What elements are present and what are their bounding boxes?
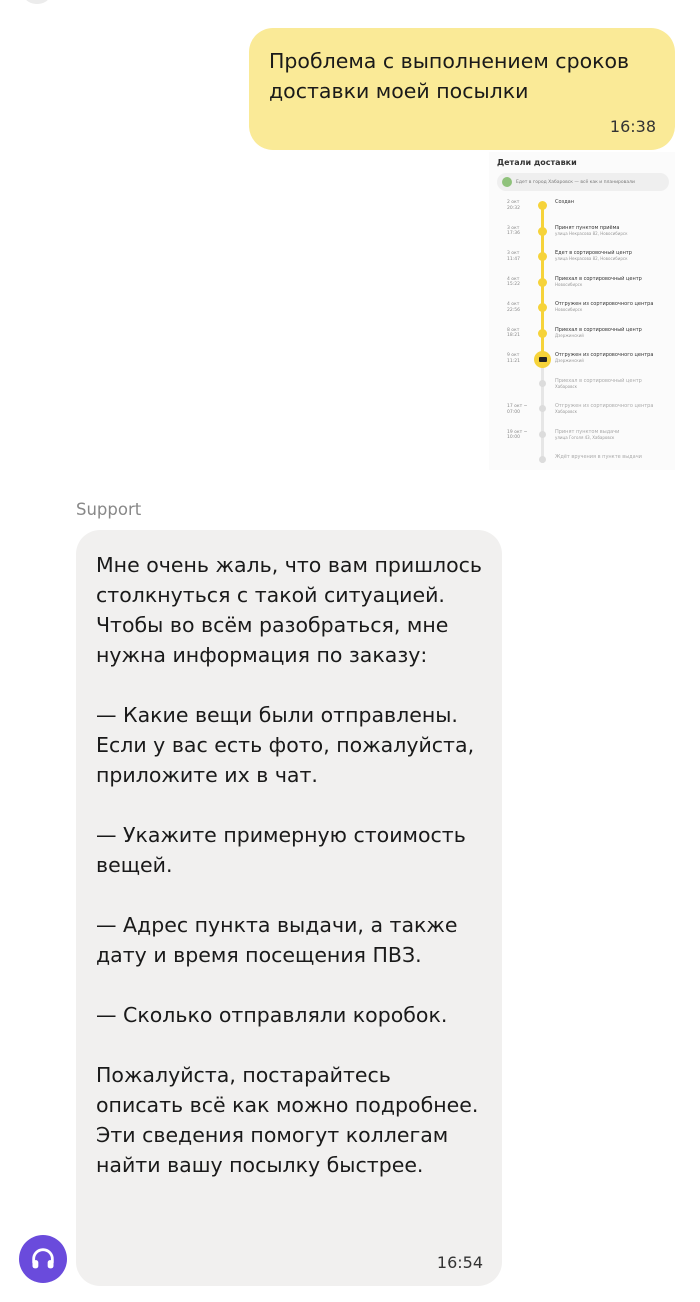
timeline-event-label (555, 327, 673, 338)
timeline-event-title: Приехал в сортировочный центр (555, 377, 642, 384)
timeline-event (497, 248, 669, 274)
timeline-event-label (555, 225, 673, 236)
timeline-event (497, 325, 669, 351)
timeline-event-label (555, 250, 673, 261)
timeline-event (497, 274, 669, 300)
timeline-event-date: 4 окт 22:56 (507, 302, 520, 313)
timeline-event-location: Новосибирск (555, 307, 583, 312)
timeline-event (497, 427, 669, 453)
timeline-event-title: Отгружен из сортировочного центра (555, 403, 654, 409)
timeline-event-date: 9 окт 11:21 (507, 353, 520, 364)
timeline-event (497, 401, 669, 427)
attachment-title: Детали доставки (497, 158, 577, 167)
timeline-event-date: 4 окт 15:22 (507, 276, 520, 287)
timeline-event-label (555, 378, 673, 389)
attachment-banner-text: Едет в город Хабаровск — всё как и планировали (516, 179, 635, 185)
timeline-event-label (555, 352, 673, 363)
message-paragraph: — Адрес пункта выдачи, а также дату и время посещения ПВЗ. (96, 913, 458, 967)
timeline-event (497, 376, 669, 402)
timeline-event-title: Отгружен из сортировочного центра (555, 301, 654, 307)
timeline-event-location: улица Некрасова 82, Новосибирск (555, 230, 628, 236)
timeline-dot (539, 380, 546, 387)
timeline-event-date: 3 окт 11:47 (507, 251, 520, 262)
timeline-event-date: 17 окт ~ 07:00 (507, 404, 528, 415)
timeline-event (497, 299, 669, 325)
timeline-event-label (555, 276, 673, 287)
timeline-event-title: Приехал в сортировочный центр (555, 275, 642, 282)
outgoing-message-time: 16:38 (609, 117, 656, 136)
timeline-event (497, 197, 669, 223)
timeline-event-date: 2 окт 20:32 (507, 200, 520, 211)
timeline-event-location: улица Гоголя 43, Хабаровск (555, 434, 615, 440)
delivery-details-screenshot-attachment[interactable] (489, 152, 675, 470)
timeline-event-location: улица Некрасова 82, Новосибирск (555, 256, 628, 261)
incoming-message-bubble[interactable] (76, 530, 502, 1286)
timeline-event (497, 350, 669, 376)
attachment-status-banner (497, 173, 669, 191)
timeline-dot (538, 201, 547, 210)
sender-name: Support (76, 500, 142, 519)
timeline-dot (538, 252, 547, 261)
timeline-dot (539, 456, 546, 463)
timeline-event-title: Приехал в сортировочный центр (555, 326, 642, 333)
message-paragraph: — Укажите примерную стоимость вещей. (96, 823, 466, 877)
message-paragraph: — Какие вещи были отправлены. Если у вас есть фото, пожалуйста, приложите их в чат. (96, 703, 475, 787)
timeline-event-title: Ждёт вручения в пункте выдачи (555, 454, 642, 460)
timeline-dot (538, 278, 547, 287)
timeline-event-location: Новосибирск (555, 281, 583, 287)
timeline-event-location: Дзержинский (555, 358, 584, 363)
timeline-event-label (555, 301, 673, 312)
timeline-event-location: Дзержинский (555, 332, 584, 338)
timeline-event (497, 223, 669, 249)
delivery-timeline (497, 197, 669, 470)
timeline-event-title: Создан (555, 199, 574, 205)
timeline-event-title: Принят пунктом приёма (555, 224, 620, 231)
timeline-dot (538, 329, 547, 338)
truck-icon (534, 351, 551, 368)
timeline-event-title: Отгружен из сортировочного центра (555, 352, 654, 358)
timeline-dot (538, 303, 547, 312)
timeline-event-location: Хабаровск (555, 383, 578, 389)
outgoing-message-text: Проблема с выполнением сроков доставки моей посылки (269, 49, 630, 103)
timeline-event-title: Принят пунктом выдачи (555, 428, 620, 435)
timeline-event (497, 452, 669, 470)
timeline-dot (539, 405, 546, 412)
timeline-dot (538, 227, 547, 236)
timeline-event-title: Едет в сортировочный центр (555, 250, 632, 256)
headphones-icon (29, 1245, 57, 1273)
timeline-event-date: 19 окт ~ 10:00 (507, 429, 528, 440)
message-paragraph: Пожалуйста, постарайтесь описать всё как можно подробнее. Эти сведения помогут коллегам найти вашу посылку быстрее. (96, 1063, 479, 1177)
incoming-message-time: 16:54 (436, 1253, 483, 1272)
timeline-event-date: 3 окт 17:36 (507, 225, 520, 236)
outgoing-message-bubble[interactable] (249, 28, 675, 150)
support-avatar[interactable] (19, 1235, 67, 1283)
timeline-event-label (555, 403, 673, 414)
timeline-event-date: 8 окт 18:21 (507, 327, 520, 338)
timeline-event-label (555, 454, 673, 460)
message-paragraph: Мне очень жаль, что вам пришлось столкнуться с такой ситуацией. Чтобы во всём разобраться, мне нужна информация по заказу: (96, 553, 482, 667)
top-edge-fragment (22, 0, 52, 4)
timeline-event-location: Хабаровск (555, 409, 578, 414)
timeline-event-label (555, 199, 673, 205)
timeline-event-label (555, 429, 673, 440)
timeline-dot (539, 431, 546, 438)
car-icon (502, 177, 512, 187)
message-paragraph: — Сколько отправляли коробок. (96, 1003, 448, 1027)
